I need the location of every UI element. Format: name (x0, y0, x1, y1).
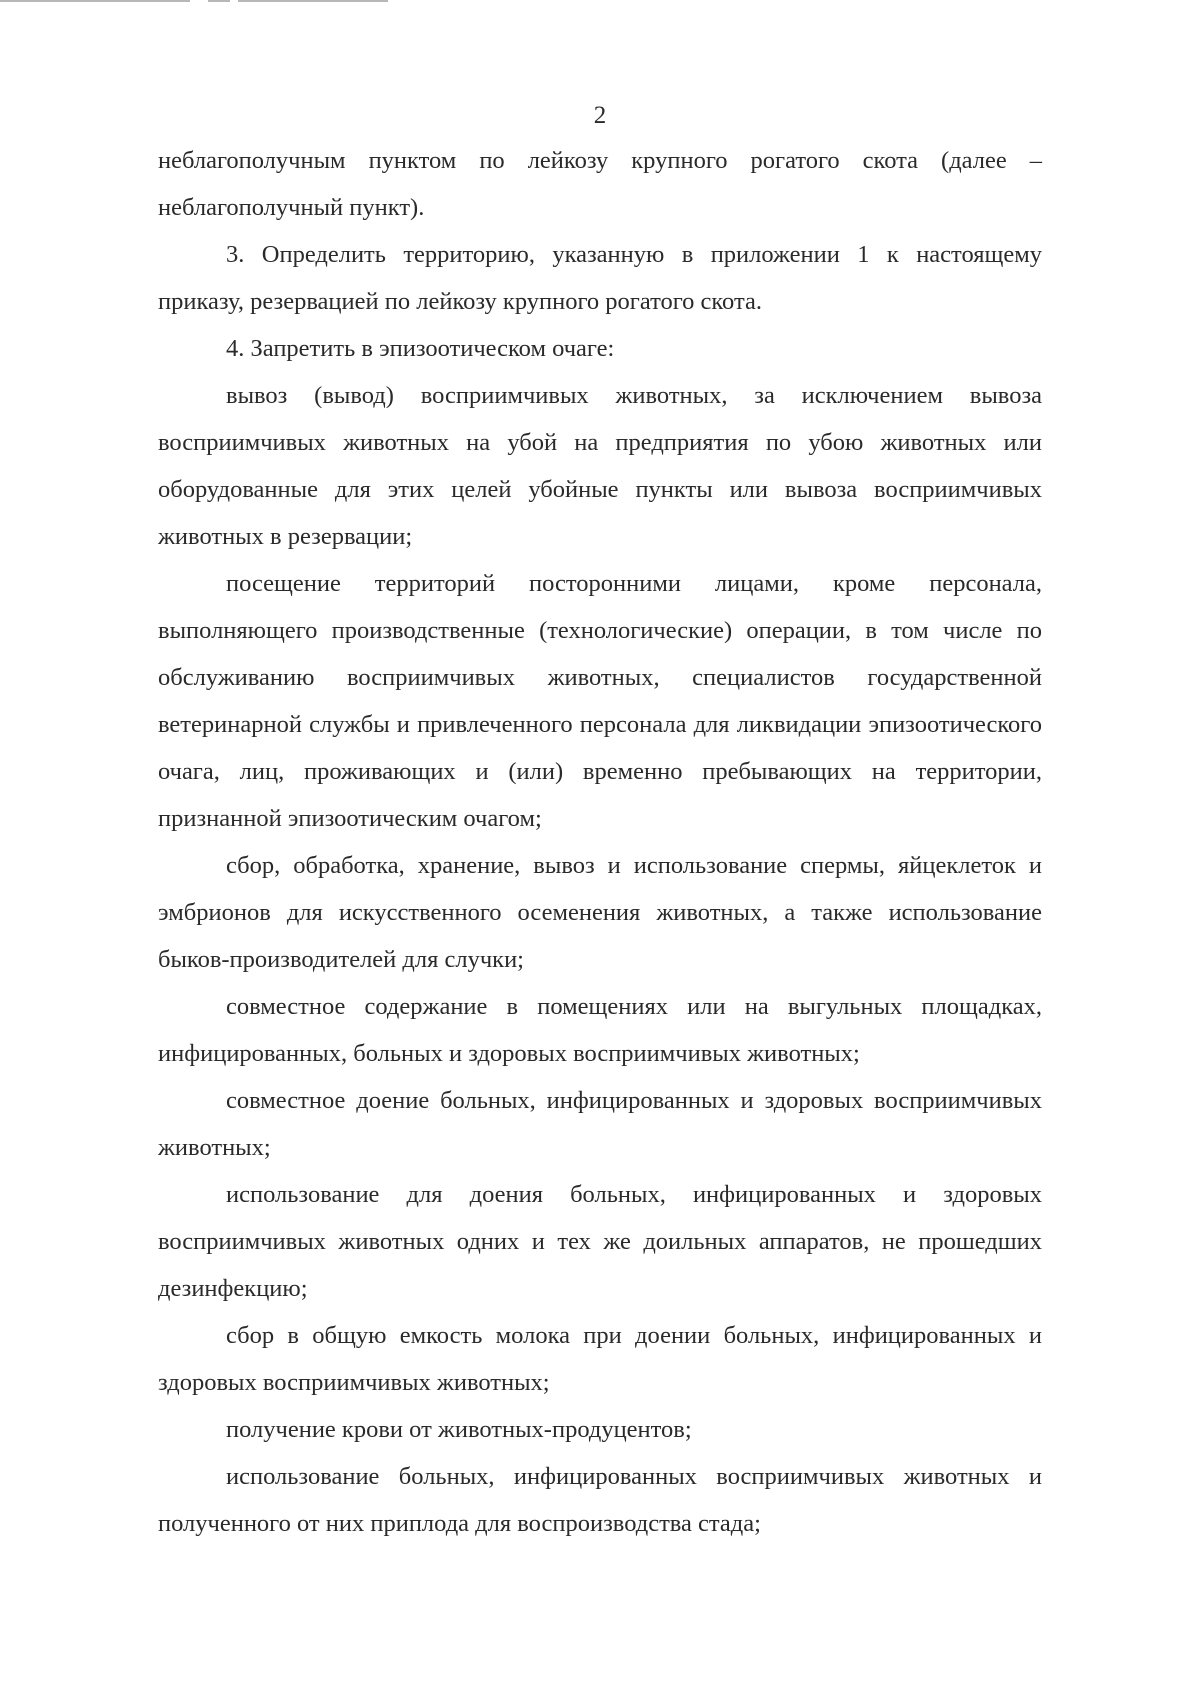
prohibition-item: посещение территорий посторонними лицами, кроме персонала, выполняющего производственные (технологические) операции, в том числе по обслуживанию восприимчивых животных, специалистов государственной ветеринарной службы и привлеченного персонала для ликвидации эпизоотического очага, лиц, проживающих и (или) временно пребывающих на территории, признанной эпизоотическим очагом; (158, 570, 1042, 832)
prohibition-item: вывоз (вывод) восприимчивых животных, за исключением вывоза восприимчивых животных на убой на предприятия по убою животных или оборудованные для этих целей убойные пункты или вывоза восприимчивых животных в резервации; (158, 382, 1042, 550)
prohibition-item: совместное доение больных, инфицированных и здоровых восприимчивых животных; (158, 1087, 1042, 1161)
document-body (158, 137, 1042, 1547)
prohibition-item: получение крови от животных-продуцентов; (226, 1416, 692, 1443)
page-number: 2 (593, 102, 607, 129)
prohibition-item: использование больных, инфицированных восприимчивых животных и полученного от них приплода для воспроизводства стада; (158, 1463, 1042, 1537)
prohibition-item: сбор, обработка, хранение, вывоз и использование спермы, яйцеклеток и эмбрионов для искусственного осеменения животных, а также использование быков-производителей для случки; (158, 852, 1042, 973)
scan-artifact-line (238, 0, 388, 2)
paragraph-item-3: 3. Определить территорию, указанную в приложении 1 к настоящему приказу, резервацией по лейкозу крупного рогатого скота. (158, 241, 1042, 315)
scan-artifact-line (208, 0, 230, 2)
prohibition-item: использование для доения больных, инфицированных и здоровых восприимчивых животных одних и тех же доильных аппаратов, не прошедших дезинфекцию; (158, 1181, 1042, 1302)
paragraph-item-4: 4. Запретить в эпизоотическом очаге: (226, 335, 615, 362)
scan-artifact-line (0, 0, 190, 2)
prohibition-item: сбор в общую емкость молока при доении больных, инфицированных и здоровых восприимчивых животных; (158, 1322, 1042, 1396)
prohibition-item: совместное содержание в помещениях или на выгульных площадках, инфицированных, больных и здоровых восприимчивых животных; (158, 993, 1042, 1067)
paragraph-continuation: неблагополучным пунктом по лейкозу крупного рогатого скота (далее – неблагополучный пункт). (158, 147, 1042, 221)
